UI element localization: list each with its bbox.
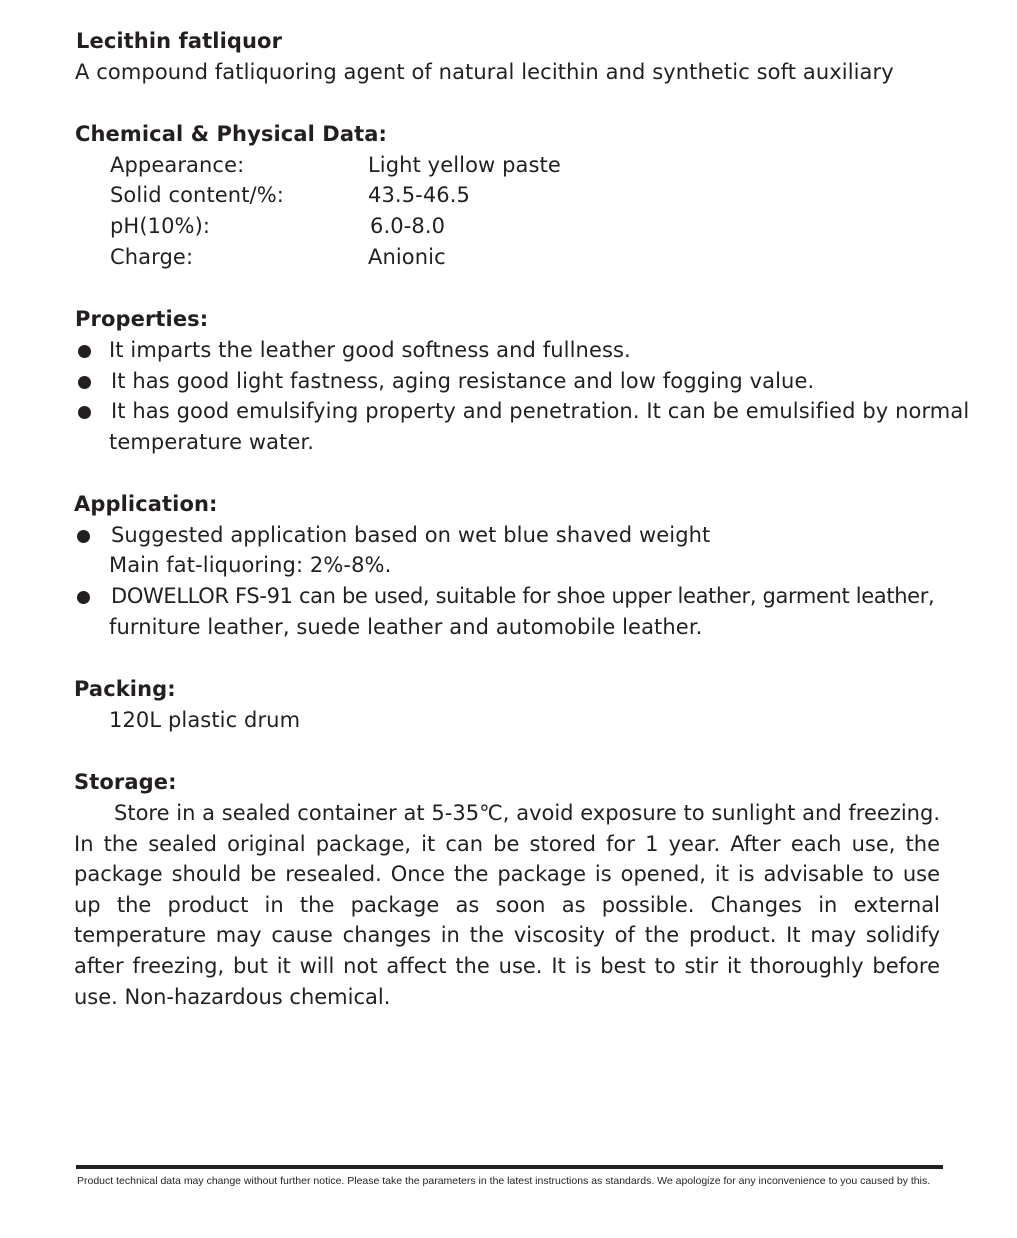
property-item: It has good emulsifying property and penetration. It can be emulsified by normal <box>111 399 970 423</box>
bullet-icon <box>78 345 91 358</box>
property-item-continued: temperature water. <box>109 430 315 454</box>
bullet-icon <box>77 530 90 543</box>
appearance-value: Light yellow paste <box>368 153 561 177</box>
charge-value: Anionic <box>368 245 446 269</box>
ph-label: pH(10%): <box>110 214 211 238</box>
footer-divider <box>76 1165 943 1169</box>
application-item: DOWELLOR FS-91 can be used, suitable for shoe upper leather, garment leather, <box>111 584 935 608</box>
packing-text: 120L plastic drum <box>109 708 301 732</box>
application-item-continued: furniture leather, suede leather and automobile leather. <box>109 615 703 639</box>
chemical-heading: Chemical & Physical Data: <box>75 122 388 146</box>
application-item-continued: Main fat-liquoring: 2%-8%. <box>109 553 392 577</box>
bullet-icon <box>77 591 90 604</box>
storage-paragraph <box>74 798 940 1012</box>
solid-content-value: 43.5-46.5 <box>368 183 470 207</box>
bullet-icon <box>78 406 91 419</box>
property-item: It has good light fastness, aging resistance and low fogging value. <box>111 369 815 393</box>
property-item: It imparts the leather good softness and fullness. <box>109 338 631 362</box>
ph-value: 6.0-8.0 <box>370 214 446 238</box>
solid-content-label: Solid content/%: <box>110 183 284 207</box>
properties-heading: Properties: <box>75 307 209 331</box>
product-subtitle: A compound fatliquoring agent of natural lecithin and synthetic soft auxiliary <box>75 60 894 84</box>
storage-heading: Storage: <box>74 770 177 794</box>
footer-disclaimer: Product technical data may change without further notice. Please take the parameters in the latest instructions as standards. We apologize for any inconvenience to you caused by this. <box>77 1175 931 1187</box>
charge-label: Charge: <box>110 245 194 269</box>
appearance-label: Appearance: <box>110 153 245 177</box>
storage-text: Store in a sealed container at 5-35℃, avoid exposure to sunlight and freezing. In the sealed original package, it can be stored for 1 year. After each use, the package should be resealed. Once the package is opened, it is advisable to use up the product in the package as soon as possible. Changes in external temperature may cause changes in the viscosity of the product. It may solidify after freezing, but it will not affect the use. It is best to stir it thoroughly before use. Non-hazardous chemical. <box>74 801 940 1009</box>
bullet-icon <box>78 376 91 389</box>
packing-heading: Packing: <box>74 677 176 701</box>
application-heading: Application: <box>74 492 218 516</box>
application-item: Suggested application based on wet blue shaved weight <box>111 523 711 547</box>
product-title: Lecithin fatliquor <box>76 29 283 53</box>
